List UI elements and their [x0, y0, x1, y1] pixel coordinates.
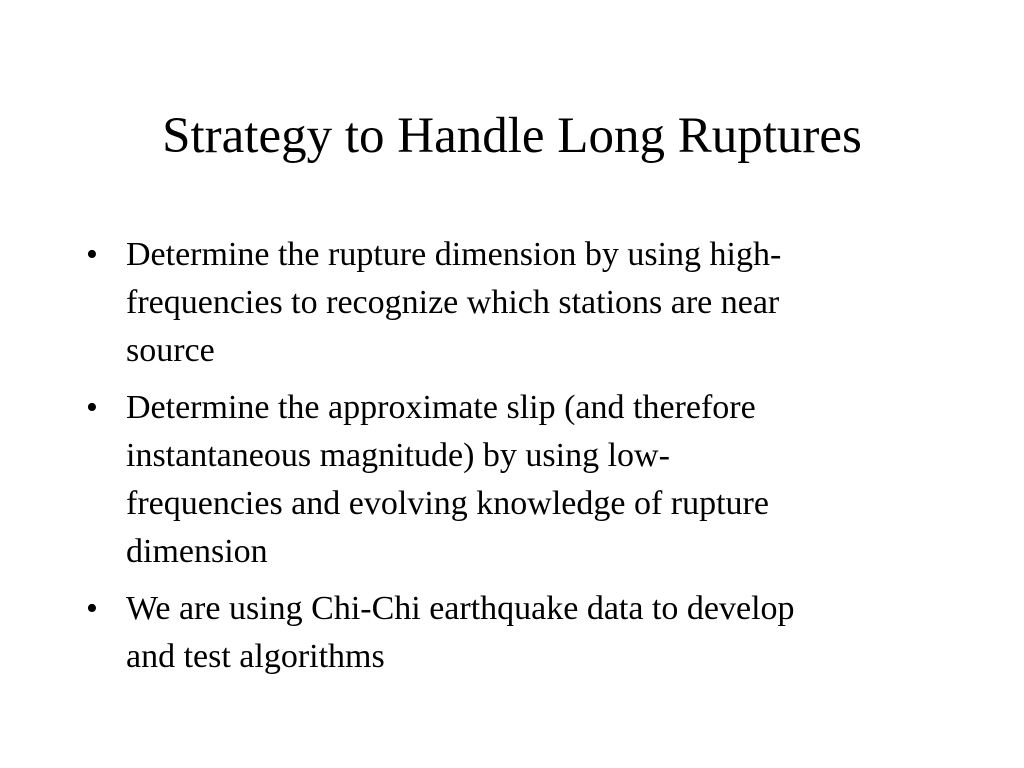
bullet-line: Determine the approximate slip (and therefore: [126, 389, 756, 426]
bullet-line: instantaneous magnitude) by using low-: [126, 437, 670, 474]
bullet-item: [86, 231, 926, 375]
bullet-line: source: [126, 332, 215, 369]
bullet-line: Determine the rupture dimension by using high-: [126, 236, 782, 273]
bullet-dot-icon: •: [86, 236, 98, 273]
bullet-dot-icon: •: [86, 590, 98, 627]
bullet-list: [86, 231, 926, 690]
bullet-dot-icon: •: [86, 389, 98, 426]
bullet-line: dimension: [126, 533, 268, 570]
bullet-line: frequencies to recognize which stations are near: [126, 284, 780, 321]
bullet-line: frequencies and evolving knowledge of rupture: [126, 485, 769, 522]
bullet-item: [86, 585, 926, 681]
bullet-line: and test algorithms: [126, 638, 385, 675]
bullet-item: [86, 384, 926, 576]
slide-title: Strategy to Handle Long Ruptures: [162, 108, 862, 164]
bullet-line: We are using Chi-Chi earthquake data to develop: [126, 590, 795, 627]
